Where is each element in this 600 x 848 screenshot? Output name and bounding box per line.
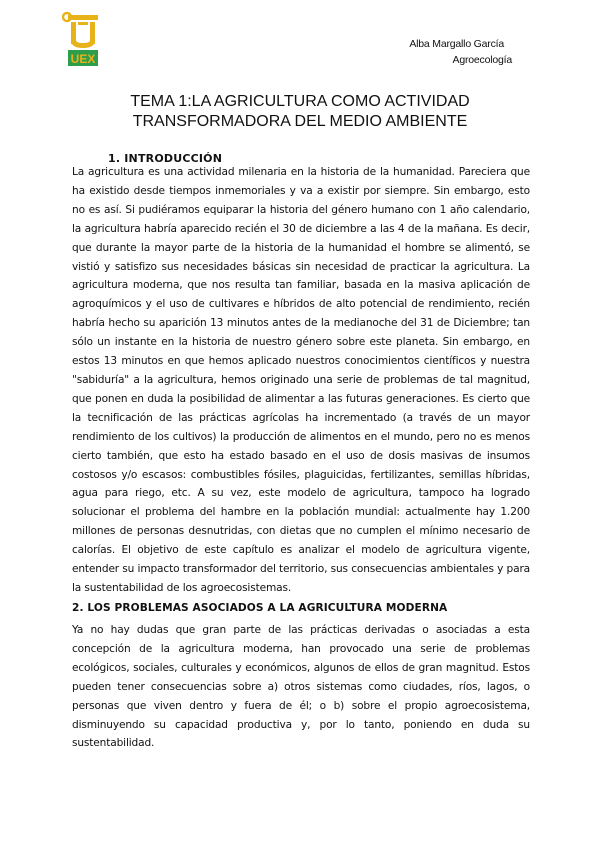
university-logo [62, 10, 104, 68]
section-body-introduction: La agricultura es una actividad milenaria en la historia de la humanidad. Pareciera que ha existido desde tiempos inmemoriales y va a existir por siempre. Sin embargo, esto no es así. Si pudiéramos equiparar la historia del género humano con 1 año calendario, la agricultura habría aparecido recién el 30 de diciembre a las 4 de la mañana. Es decir, que durante la mayor parte de la historia de la humanidad el hombre se alimentó, se vistió y satisfizo sus necesidades básicas sin necesidad de practicar la agricultura. La agricultura moderna, que nos resulta tan familiar, basada en la masiva aplicación de agroquímicos y el uso de cultivares e híbridos de alto potencial de rendimiento, recién habría hecho su aparición 13 minutos antes de la medianoche del 31 de Diciembre; tan sólo un instante en la historia de nuestro género sobre este planeta. Sin embargo, en estos 13 minutos en que hemos aplicado nuestros conocimientos científicos y nuestra "sabiduría" a la agricultura, hemos originado una serie de problemas de tal magnitud, que ponen en duda la posibilidad de alimentar a las futuras generaciones. Es cierto que la tecnificación de las prácticas agrícolas ha incrementado (a través de un mayor rendimiento de los cultivos) la producción de alimentos en el mundo, pero no es menos cierto también, que esto ha estado basado en el uso de dosis masivas de insumos costosos y/o escasos: combustibles fósiles, plaguicidas, fertilizantes, semillas híbridas, agua para riego, etc. A su vez, este modelo de agricultura, tampoco ha logrado solucionar el problema del hambre en la población mundial: actualmente hay 1.200 millones de personas desnutridas, con dietas que no cumplen el mínimo necesario de calorías. El objetivo de este capítulo es analizar el modelo de agricultura vigente, entender su impacto transformador del territorio, sus consecuencias ambientales y para la sustentabilidad de los agroecosistemas. [72, 166, 530, 594]
course-name: Agroecología [452, 54, 512, 66]
page-header [409, 36, 512, 68]
author-name: Alba Margallo García [409, 38, 504, 50]
uex-logo-icon [62, 10, 104, 68]
document-title: TEMA 1:LA AGRICULTURA COMO ACTIVIDAD TRANSFORMADORA DEL MEDIO AMBIENTE [130, 93, 470, 130]
logo-text: UEX [70, 52, 96, 66]
section-heading-introduction: 1. INTRODUCCIÓN [108, 152, 223, 165]
section-heading-problems: 2. LOS PROBLEMAS ASOCIADOS A LA AGRICULTURA MODERNA [72, 602, 448, 614]
section-body-problems: Ya no hay dudas que gran parte de las prácticas derivadas o asociadas a esta concepción de la agricultura moderna, han provocado una serie de problemas ecológicos, sociales, culturales y económicos, algunos de ellos de gran magnitud. Estos pueden tener consecuencias sobre a) otros sistemas como ciudades, ríos, lagos, o personas que viven dentro y fuera de él; o b) sobre el propio agroecosistema, disminuyendo su capacidad productiva y, por lo tanto, poniendo en duda su sustentabilidad. [72, 624, 530, 750]
